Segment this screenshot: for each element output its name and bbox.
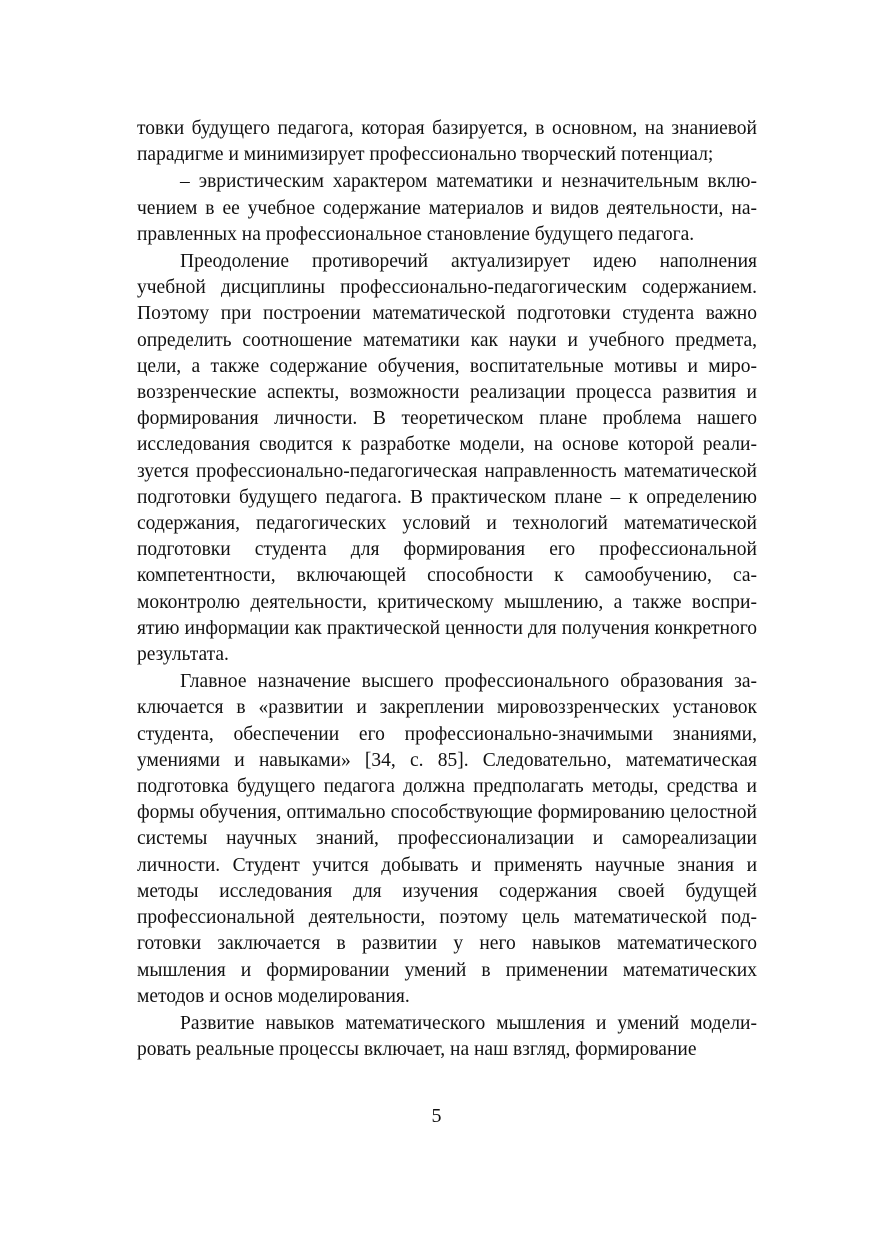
paragraph-list-item: – эвристическим характером математики и незначительным включением в ее учебное содержание материалов и видов деятельности, направленных на профессиональное становление будущего педагога. (137, 171, 757, 245)
page-number: 5 (431, 1105, 442, 1127)
paragraph: Развитие навыков математического мышления и умений моделировать реальные процессы включает, на наш взгляд, формирование (137, 1012, 757, 1061)
body-text (137, 116, 757, 1064)
paragraph: Главное назначение высшего профессионального образования заключается в «развитии и закреплении мировоззренческих установок студента, обеспечении его профессионально-значимыми знаниями, умениями и навыками» [34, с. 85]. Следовательно, математическая подготовка будущего педагога должна предполагать методы, средства и формы обучения, оптимально способствующие формированию целостной системы научных знаний, профессионализации и самореализации личности. Студент учится добывать и применять научные знания и методы исследования для изучения содержания своей будущей профессиональной деятельности, поэтому цель математической подготовки заключается в развитии у него навыков математического мышления и формировании умений в применении математических методов и основ моделирования. (137, 671, 757, 1007)
paragraph: Преодоление противоречий актуализирует идею наполнения учебной дисциплины профессионально-педагогическим содержанием. Поэтому при построении математической подготовки студента важно определить соотношение математики как науки и учебного предмета, цели, а также содержание обучения, воспитательные мотивы и мировоззренческие аспекты, возможности реализации процесса развития и формирования личности. В теоретическом плане проблема нашего исследования сводится к разработке модели, на основе которой реализуется профессионально-педагогическая направленность математической подготовки будущего педагога. В практическом плане – к определению содержания, педагогических условий и технологий математической подготовки студента для формирования его профессиональной компетентности, включающей способности к самообучению, самоконтролю деятельности, критическому мышлению, а также восприятию информации как практической ценности для получения конкретного результата. (137, 251, 757, 666)
paragraph-continuation: товки будущего педагога, которая базируется, в основном, на знаниевой парадигме и минимизирует профессионально творческий потенциал; (137, 118, 757, 166)
